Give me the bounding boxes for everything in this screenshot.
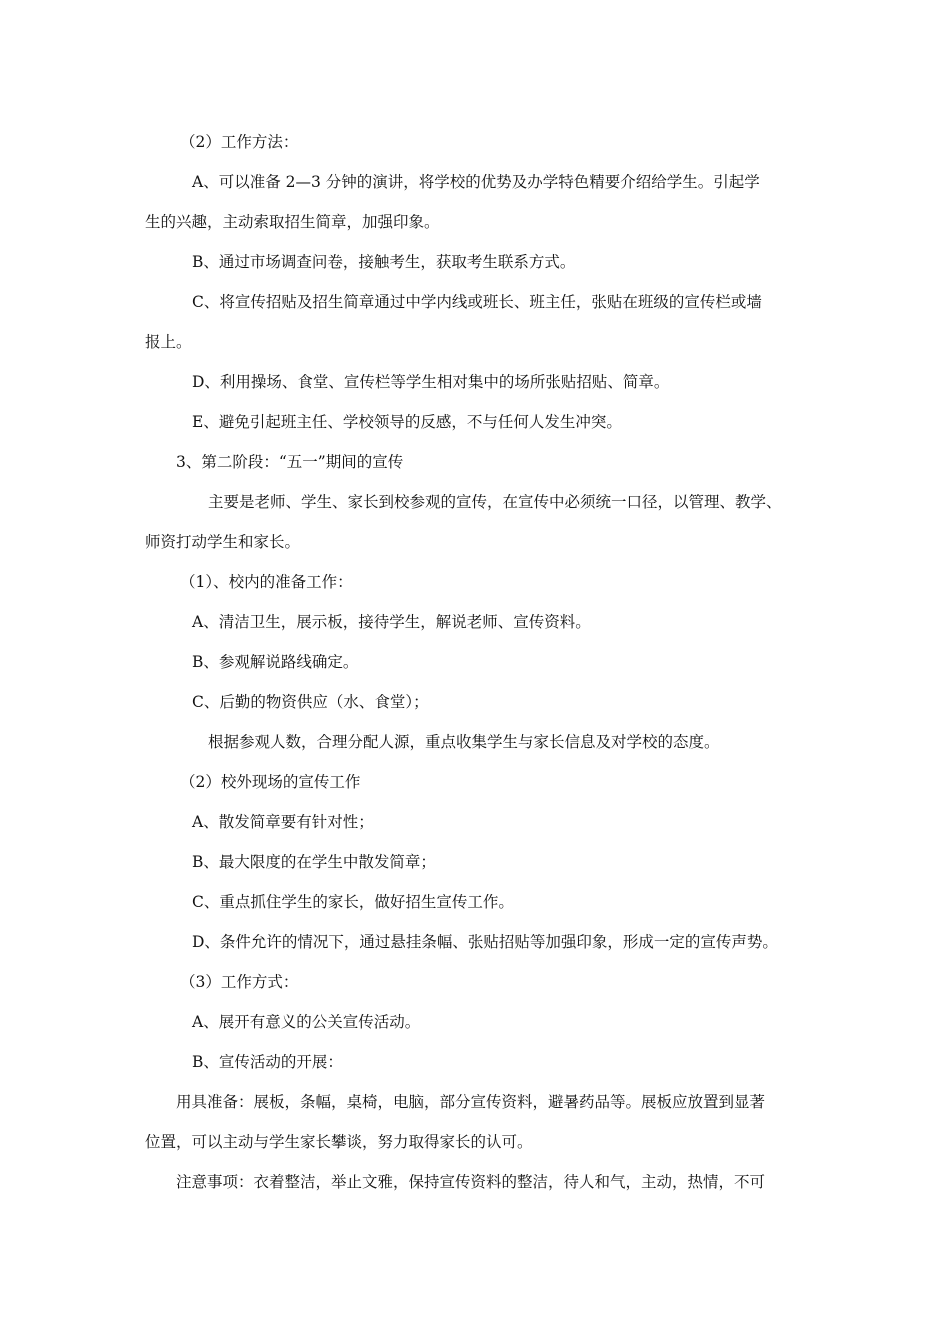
paragraph-line: B、最大限度的在学生中散发简章；: [192, 853, 436, 871]
section-heading-stage-two: 3、第二阶段：“五一”期间的宣传: [176, 453, 404, 471]
paragraph-line: 报上。: [145, 333, 192, 351]
paragraph-line: B、宣传活动的开展：: [192, 1053, 343, 1071]
paragraph-line: 注意事项：衣着整洁，举止文雅，保持宣传资料的整洁，待人和气，主动，热情，不可: [176, 1173, 766, 1191]
paragraph-line: A、散发简章要有针对性；: [192, 813, 374, 831]
paragraph-line: D、利用操场、食堂、宣传栏等学生相对集中的场所张贴招贴、简章。: [192, 373, 670, 391]
paragraph-line: 位置，可以主动与学生家长攀谈，努力取得家长的认可。: [145, 1133, 533, 1151]
paragraph-line: D、条件允许的情况下，通过悬挂条幅、张贴招贴等加强印象，形成一定的宣传声势。: [192, 933, 778, 951]
paragraph-line: 师资打动学生和家长。: [145, 533, 301, 551]
paragraph-line: 用具准备：展板，条幅，桌椅，电脑，部分宣传资料，避暑药品等。展板应放置到显著: [176, 1093, 766, 1111]
paragraph-line: C、重点抓住学生的家长，做好招生宣传工作。: [192, 893, 514, 911]
paragraph-line: B、参观解说路线确定。: [192, 653, 359, 671]
paragraph-line: 根据参观人数，合理分配人源，重点收集学生与家长信息及对学校的态度。: [208, 733, 720, 751]
paragraph-line: 生的兴趣，主动索取招生简章，加强印象。: [145, 213, 440, 231]
paragraph-line: B、通过市场调查问卷，接触考生，获取考生联系方式。: [192, 253, 576, 271]
section-heading-internal-prep: （1）、校内的准备工作：: [180, 573, 353, 591]
paragraph-line: C、后勤的物资供应（水、食堂）；: [192, 693, 429, 711]
paragraph-line: A、展开有意义的公关宣传活动。: [192, 1013, 421, 1031]
paragraph-line: 主要是老师、学生、家长到校参观的宣传，在宣传中必须统一口径，以管理、教学、: [208, 493, 782, 511]
paragraph-line: E、避免引起班主任、学校领导的反感，不与任何人发生冲突。: [192, 413, 622, 431]
section-heading-work-mode: （3）工作方式：: [180, 973, 299, 991]
paragraph-line: C、将宣传招贴及招生简章通过中学内线或班长、班主任，张贴在班级的宣传栏或墙: [192, 293, 762, 311]
section-heading-work-method: （2）工作方法：: [180, 133, 299, 151]
paragraph-line: A、可以准备 2—3 分钟的演讲，将学校的优势及办学特色精要介绍给学生。引起学: [192, 173, 760, 191]
paragraph-line: A、清洁卫生，展示板，接待学生，解说老师、宣传资料。: [192, 613, 591, 631]
section-heading-external-promo: （2）校外现场的宣传工作: [180, 773, 361, 791]
